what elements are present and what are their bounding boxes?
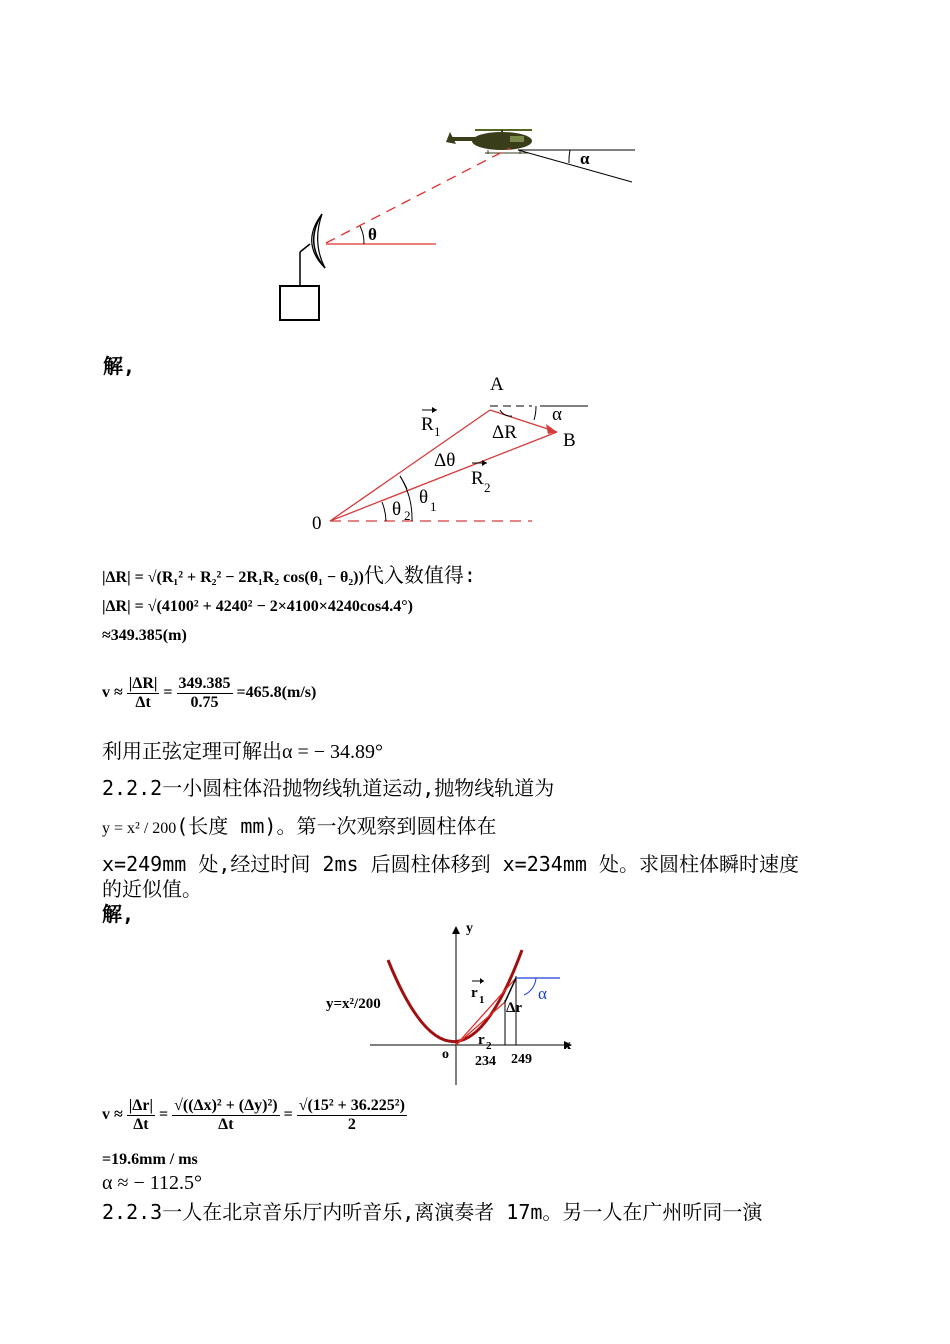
problem-2-2-2-line4: 的近似值。 [102,877,202,901]
tick-234-label: 234 [475,1054,496,1069]
delta-r-label: Δr [506,1000,523,1016]
problem-2-2-2-line3: x=249mm 处,经过时间 2ms 后圆柱体移到 x=234mm 处。求圆柱体瞬时速度 [102,852,799,876]
svg-text:1: 1 [430,499,437,514]
svg-text:θ: θ [419,487,429,508]
svg-text:2: 2 [484,480,491,495]
r1-vector-label [421,407,441,439]
solution-heading-1: 解, [103,354,136,378]
svg-text:2: 2 [486,1040,492,1052]
alpha-label: α [538,984,547,1003]
alpha-label: α [580,149,590,168]
alpha-result-2: α ≈ − 112.5° [102,1172,202,1194]
svg-text:θ: θ [392,499,402,520]
parabola-formula: y = x² / 200 [102,820,177,837]
svg-text:r: r [478,1032,485,1048]
parabola-figure [320,920,580,1090]
svg-text:R: R [421,414,434,435]
velocity-equation: v ≈ $\frac{|\Delta R|}{\Delta t}$ = $\frac{349.385}{0.75}$ =465.8(m/s) [102,675,317,711]
alpha-label: α [552,404,562,425]
svg-text:1: 1 [434,424,441,439]
svg-text:R: R [471,468,484,489]
delta-r-result: ≈349.385(m) [102,627,187,644]
radar-helicopter-figure [270,118,650,328]
point-o-label: 0 [312,513,322,534]
problem-2-2-2-line1: 2.2.2一小圆柱体沿抛物线轨道运动,抛物线轨道为 [102,776,555,800]
origin-label: o [442,1047,449,1062]
y-axis-label: y [466,921,473,936]
point-b-label: B [563,430,576,451]
delta-r-formula: |ΔR| = √(R₁² + R₂² − 2R₁R₂ cos(θ₁ − θ₂)) [102,569,364,586]
alpha-result: α = − 34.89° [282,741,384,763]
point-a-label: A [490,374,504,395]
r1-vector-label [471,978,485,1006]
delta-r-formula-line [102,559,476,588]
delta-theta-label: Δθ [434,450,456,471]
svg-text:r: r [471,985,478,1001]
solution-heading-2: 解, [102,902,135,926]
svg-text:1: 1 [479,994,485,1006]
delta-r-label: ΔR [492,422,517,443]
theta2-label [392,499,411,523]
velocity-equation-2: v ≈ $\frac{|\Delta r|}{\Delta t}$ = $\frac{\text{√((Δx)² + (Δy)²)}}{\Delta t}$ = $\frac{\text{√(15² + 36.225²)}}{2}$ [102,1097,405,1133]
delta-r-numeric: |ΔR| = √(4100² + 4240² − 2×4100×4240cos4.4°) [102,598,413,615]
vector-triangle-figure [300,372,610,537]
r2-vector-label [478,1032,492,1052]
problem-2-2-2-line2: y = x² / 200(长度 mm)。第一次观察到圆柱体在 [102,814,497,838]
theta-label: θ [368,225,377,244]
substitute-text: 代入数值得: [363,563,476,587]
svg-text:2: 2 [404,508,411,523]
velocity-result-2: =19.6mm / ms [102,1151,198,1168]
tick-249-label: 249 [511,1052,532,1067]
radar-dish-icon [280,214,325,320]
theta1-label [419,487,437,514]
sine-rule-line: 利用正弦定理可解出α = − 34.89° [102,739,384,763]
problem-2-2-3-line1: 2.2.3一人在北京音乐厅内听音乐,离演奏者 17m。另一人在广州听同一演 [102,1200,763,1224]
x-axis-label: x [564,1038,571,1053]
curve-equation-label: y=x²/200 [326,996,381,1012]
